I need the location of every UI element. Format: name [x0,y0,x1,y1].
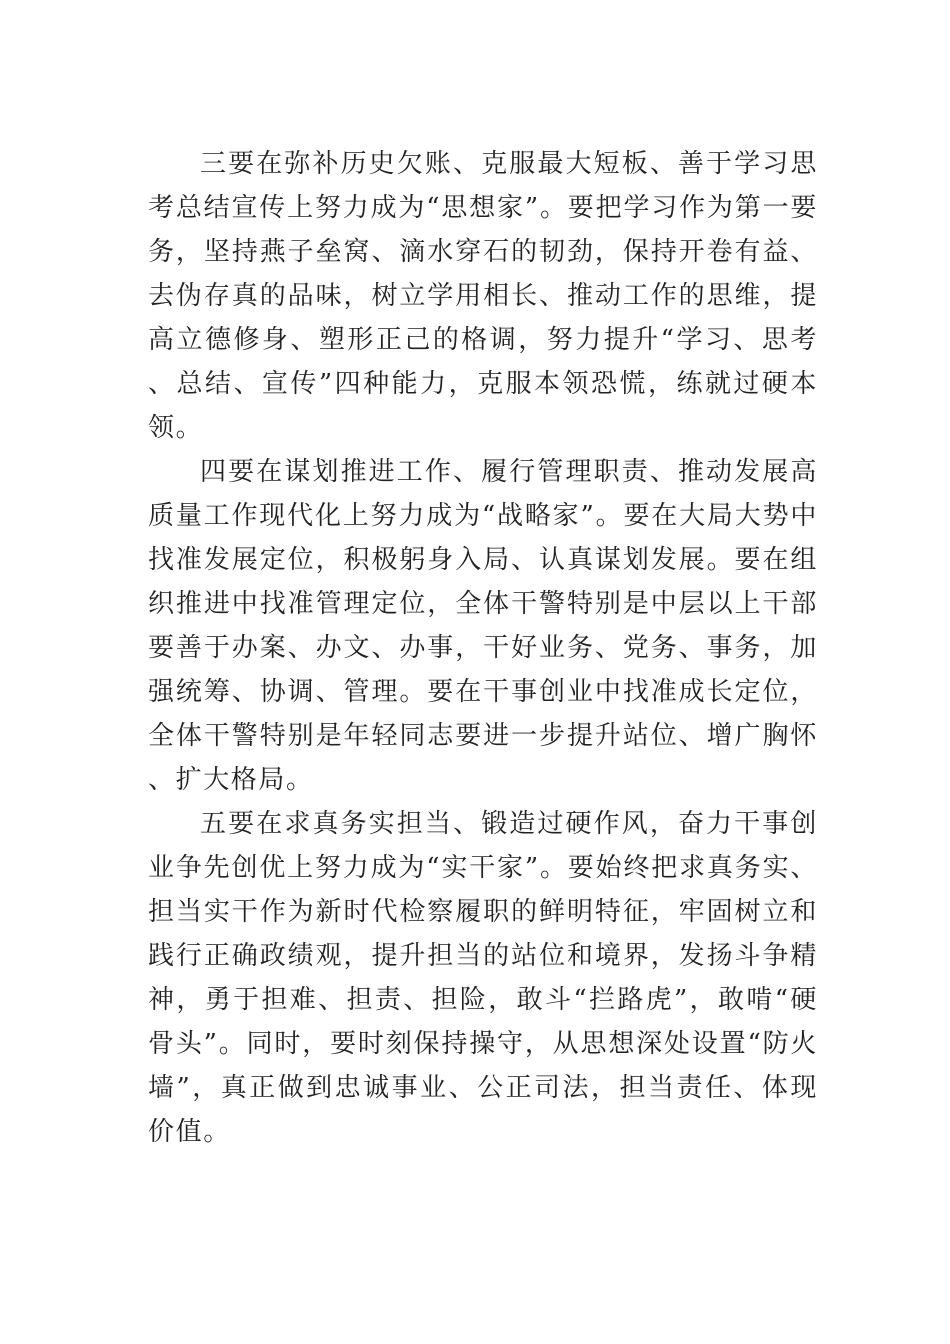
document-body [148,142,818,1154]
paragraph-five-doer: 五要在求真务实担当、锻造过硬作风，奋力干事创业争先创优上努力成为“实干家”。要始终把求真务实、担当实干作为新时代检察履职的鲜明特征，牢固树立和践行正确政绩观，提升担当的站位和境界，发扬斗争精神，勇于担难、担责、担险，敢斗“拦路虎”，敢啃“硬骨头”。同时，要时刻保持操守，从思想深处设置“防火墙”，真正做到忠诚事业、公正司法，担当责任、体现价值。 [148,809,818,1147]
paragraph-three-thinker: 三要在弥补历史欠账、克服最大短板、善于学习思考总结宣传上努力成为“思想家”。要把学习作为第一要务，坚持燕子垒窝、滴水穿石的韧劲，保持开卷有益、去伪存真的品味，树立学用相长、推动工作的思维，提高立德修身、塑形正己的格调，努力提升“学习、思考、总结、宣传”四种能力，克服本领恐慌，练就过硬本领。 [148,149,818,443]
paragraph-four-strategist: 四要在谋划推进工作、履行管理职责、推动发展高质量工作现代化上努力成为“战略家”。要在大局大势中找准发展定位，积极躬身入局、认真谋划发展。要在组织推进中找准管理定位，全体干警特别是中层以上干部要善于办案、办文、办事，干好业务、党务、事务，加强统筹、协调、管理。要在干事创业中找准成长定位，全体干警特别是年轻同志要进一步提升站位、增广胸怀、扩大格局。 [148,457,818,795]
